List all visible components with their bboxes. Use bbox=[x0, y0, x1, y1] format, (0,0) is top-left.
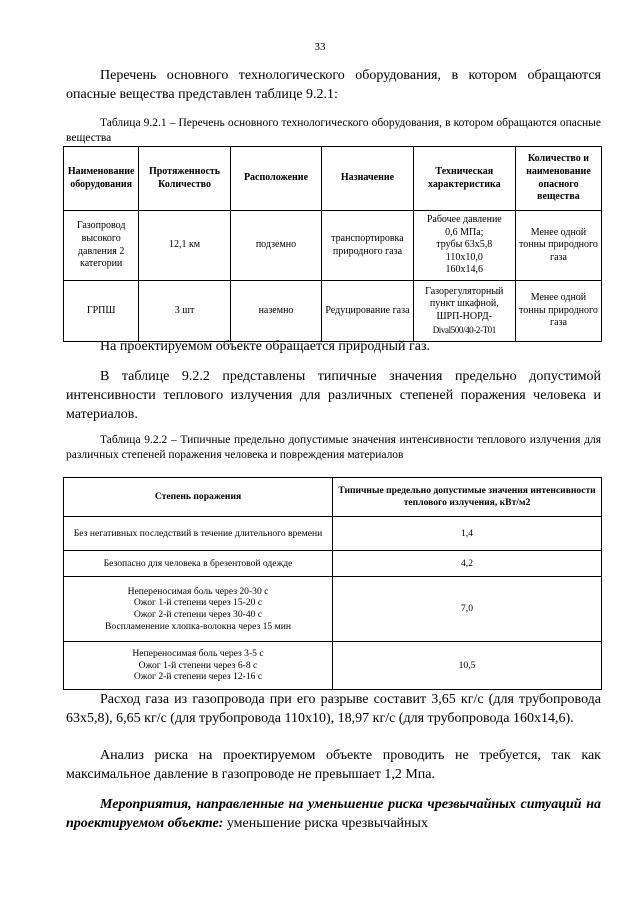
column-header: Степень поражения bbox=[64, 478, 333, 517]
table-cell: Без негативных последствий в течение длительного времени bbox=[64, 517, 333, 551]
table-cell: 12,1 км bbox=[139, 211, 230, 281]
table-cell: Менее одной тонны природного газа bbox=[515, 281, 601, 342]
equipment-table bbox=[63, 146, 602, 342]
effect-line: Ожог 1-й степени через 15-20 с bbox=[133, 597, 263, 609]
spec-line: трубы 63х5,8 bbox=[436, 239, 493, 251]
effect-line: Ожог 2-й степени через 12-16 с bbox=[133, 671, 263, 683]
table-header-row bbox=[64, 147, 602, 211]
column-header: Наименование оборудования bbox=[64, 147, 139, 211]
spec-line: 110х10,0 bbox=[445, 251, 483, 263]
table-cell: Безопасно для человека в брезентовой одежде bbox=[64, 551, 333, 577]
spec-line: Газорегуляторный bbox=[425, 285, 504, 297]
effect-line: Ожог 2-й степени через 30-40 с bbox=[133, 609, 263, 620]
table2-caption: Таблица 9.2.2 – Типичные предельно допустимые значения интенсивности теплового излучения для различных степеней поражения человека и повреждения материалов bbox=[66, 434, 601, 461]
table-header-row bbox=[64, 478, 602, 517]
table-cell: 1,4 bbox=[333, 517, 602, 551]
table-cell: Газопровод высокого давления 2 категории bbox=[64, 211, 139, 281]
heat-radiation-table bbox=[63, 477, 602, 690]
column-header: Протяженность Количество bbox=[139, 147, 230, 211]
effect-line: Воспламенение хлопка-волокна через 15 мин bbox=[105, 620, 291, 632]
table-cell: наземно bbox=[230, 281, 321, 342]
table-row bbox=[64, 642, 602, 690]
measures-paragraph bbox=[66, 795, 601, 833]
table-row bbox=[64, 551, 602, 577]
table-row bbox=[64, 517, 602, 551]
table-cell: ГРПШ bbox=[64, 281, 139, 342]
table-row bbox=[64, 211, 602, 281]
effect-line: Ожог 1-й степени через 6-8 с bbox=[138, 659, 258, 671]
table-cell: 10,5 bbox=[333, 642, 602, 690]
table-cell bbox=[64, 642, 333, 690]
column-header: Количество и наименование опасного вещества bbox=[515, 147, 601, 211]
effect-line: Непереносимая боль через 3-5 с bbox=[132, 648, 264, 660]
table-cell: транспортировка природного газа bbox=[322, 211, 413, 281]
table-row bbox=[64, 577, 602, 642]
table-cell bbox=[413, 211, 515, 281]
spec-line: Dival500/40-2-Т01 bbox=[432, 324, 496, 335]
table-cell: 3 шт bbox=[139, 281, 230, 342]
table-cell: 7,0 bbox=[333, 577, 602, 642]
table1-caption: Таблица 9.2.1 – Перечень основного технологического оборудования, в котором обращаются опасные вещества bbox=[66, 117, 601, 144]
table-cell bbox=[64, 577, 333, 642]
measures-text: уменьшение риска чрезвычайных bbox=[223, 816, 428, 831]
table2-intro-paragraph: В таблице 9.2.2 представлены типичные значения предельно допустимой интенсивности теплового излучения для различных степеней поражения человека и материалов. bbox=[66, 369, 601, 422]
page-number: 33 bbox=[314, 41, 326, 53]
table-cell: Редуцирование газа bbox=[322, 281, 413, 342]
spec-line: Рабочее давление bbox=[426, 214, 502, 226]
spec-line: 0,6 МПа; bbox=[445, 226, 484, 238]
table-cell: подземно bbox=[230, 211, 321, 281]
column-header: Типичные предельно допустимые значения интенсивности теплового излучения, кВт/м2 bbox=[333, 478, 602, 517]
spec-line: пункт шкафной, bbox=[429, 298, 499, 310]
flow-paragraph: Расход газа из газопровода при его разрыве составит 3,65 кг/с (для трубопровода 63х5,8), 6,65 кг/с (для трубопровода 110х10), 18,97 кг/с (для трубопровода 160х14,6). bbox=[66, 692, 601, 726]
table-cell: 4,2 bbox=[333, 551, 602, 577]
column-header: Техническая характеристика bbox=[413, 147, 515, 211]
measures-heading: Мероприятия, направленные на уменьшение риска чрезвычайных ситуаций на проектируемом объекте: bbox=[66, 797, 601, 831]
table-row bbox=[64, 281, 602, 342]
spec-line: ШРП-НОРД- bbox=[436, 311, 493, 322]
effect-line: Непереносимая боль через 20-30 с bbox=[127, 585, 269, 597]
spec-line: 160х14,6 bbox=[445, 264, 484, 276]
gas-paragraph: На проектируемом объекте обращается природный газ. bbox=[100, 339, 430, 354]
risk-paragraph: Анализ риска на проектируемом объекте проводить не требуется, так как максимальное давление в газопроводе не превышает 1,2 Мпа. bbox=[66, 748, 601, 782]
table-cell: Менее одной тонны природного газа bbox=[515, 211, 601, 281]
table-cell bbox=[413, 281, 515, 342]
column-header: Назначение bbox=[322, 147, 413, 211]
intro-paragraph: Перечень основного технологического оборудования, в котором обращаются опасные вещества представлен таблице 9.2.1: bbox=[66, 68, 601, 102]
column-header: Расположение bbox=[230, 147, 321, 211]
